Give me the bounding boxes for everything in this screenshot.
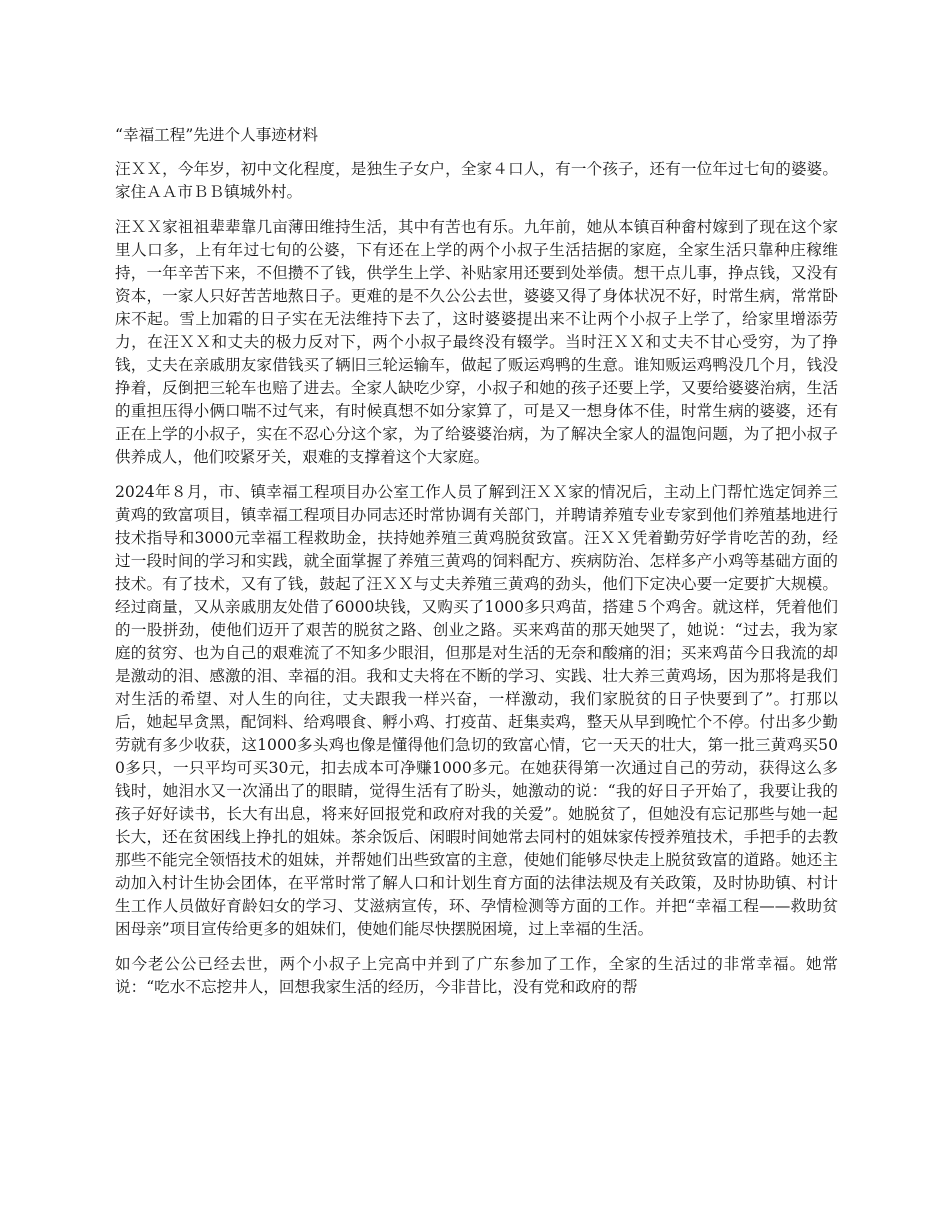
paragraph-present: 如今老公公已经去世，两个小叔子上完高中并到了广东参加了工作，全家的生活过的非常幸福。她常说：“吃水不忘挖井人，回想我家生活的经历，今非昔比，没有党和政府的帮 xyxy=(115,955,838,996)
paragraph-intro: 汪ＸＸ，今年岁，初中文化程度，是独生子女户，全家４口人，有一个孩子，还有一位年过七旬的婆婆。家住ＡＡ市ＢＢ镇城外村。 xyxy=(115,160,838,201)
document-title: “幸福工程”先进个人事迹材料 xyxy=(115,126,319,144)
paragraph-family-background: 汪ＸＸ家祖祖辈辈靠几亩薄田维持生活，其中有苦也有乐。九年前，她从本镇百种畲村嫁到了现在这个家里人口多，上有年过七旬的公婆，下有还在上学的两个小叔子生活拮据的家庭，全家生活只靠种庄稼维持，一年辛苦下来，不但攒不了钱，供学生上学、补贴家用还要到处举债。想干点儿事，挣点钱，又没有资本，一家人只好苦苦地熬日子。更难的是不久公公去世，婆婆又得了身体状况不好，时常生病，常常卧床不起。雪上加霜的日子实在无法维持下去了，这时婆婆提出来不让两个小叔子上学了，给家里增添劳力，在汪ＸＸ和丈夫的极力反对下，两个小叔子最终没有辍学。当时汪ＸＸ和丈夫不甘心受穷，为了挣钱，丈夫在亲戚朋友家借钱买了辆旧三轮运输车，做起了贩运鸡鸭的生意。谁知贩运鸡鸭没几个月，钱没挣着，反倒把三轮车也赔了进去。全家人缺吃少穿，小叔子和她的孩子还要上学，又要给婆婆治病，生活的重担压得小俩口喘不过气来，有时候真想不如分家算了，可是又一想身体不佳，时常生病的婆婆，还有正在上学的小叔子，实在不忍心分这个家，为了给婆婆治病，为了解决全家人的温饱问题，为了把小叔子供养成人，他们咬紧牙关，艰难的支撑着这个大家庭。 xyxy=(115,218,838,466)
document-page xyxy=(115,124,838,1011)
paragraph-poverty-relief: 2024年８月，市、镇幸福工程项目办公室工作人员了解到汪ＸＸ家的情况后，主动上门帮忙选定饲养三黄鸡的致富项目，镇幸福工程项目办同志还时常协调有关部门，并聘请养殖专业专家到他们养殖基地进行技术指导和3000元幸福工程救助金，扶持她养殖三黄鸡脱贫致富。汪ＸＸ凭着勤劳好学肯吃苦的劲，经过一段时间的学习和实践，就全面掌握了养殖三黄鸡的饲料配方、疾病防治、怎样多产小鸡等基础方面的技术。有了技术，又有了钱，鼓起了汪ＸＸ与丈夫养殖三黄鸡的劲头，他们下定决心要一定要扩大规模。经过商量，又从亲戚朋友处借了6000块钱，又购买了1000多只鸡苗，搭建５个鸡舍。就这样，凭着他们的一股拼劲，使他们迈开了艰苦的脱贫之路、创业之路。买来鸡苗的那天她哭了，她说：“过去，我为家庭的贫穷、也为自己的艰难流了不知多少眼泪，但那是对生活的无奈和酸痛的泪；买来鸡苗今日我流的却是激动的泪、感激的泪、幸福的泪。我和丈夫将在不断的学习、实践、壮大养三黄鸡场，因为那将是我们对生活的希望、对人生的向往，丈夫跟我一样兴奋，一样激动，我们家脱贫的日子快要到了”。打那以后，她起早贪黑，配饲料、给鸡喂食、孵小鸡、打疫苗、赶集卖鸡，整天从早到晚忙个不停。付出多少勤劳就有多少收获，这1000多头鸡也像是懂得他们急切的致富心情，它一天天的壮大，第一批三黄鸡买500多只，一只平均可买30元，扣去成本可净赚1000多元。在她获得第一次通过自己的劳动，获得这么多钱时，她泪水又一次涌出了的眼睛，觉得生活有了盼头，她激动的说：“我的好日子开始了，我要让我的孩子好好读书，长大有出息，将来好回报党和政府对我的关爱”。她脱贫了，但她没有忘记那些与她一起长大，还在贫困线上挣扎的姐妹。茶余饭后、闲暇时间她常去同村的姐妹家传授养殖技术，手把手的去教那些不能完全领悟技术的姐妹，并帮她们出些致富的主意，使她们能够尽快走上脱贫致富的道路。她还主动加入村计生协会团体，在平常时常了解人口和计划生育方面的法律法规及有关政策，及时协助镇、村计生工作人员做好育龄妇女的学习、艾滋病宣传，环、孕情检测等方面的工作。并把“幸福工程——救助贫困母亲”项目宣传给更多的姐妹们，使她们能尽快摆脱困境，过上幸福的生活。 xyxy=(115,483,838,938)
